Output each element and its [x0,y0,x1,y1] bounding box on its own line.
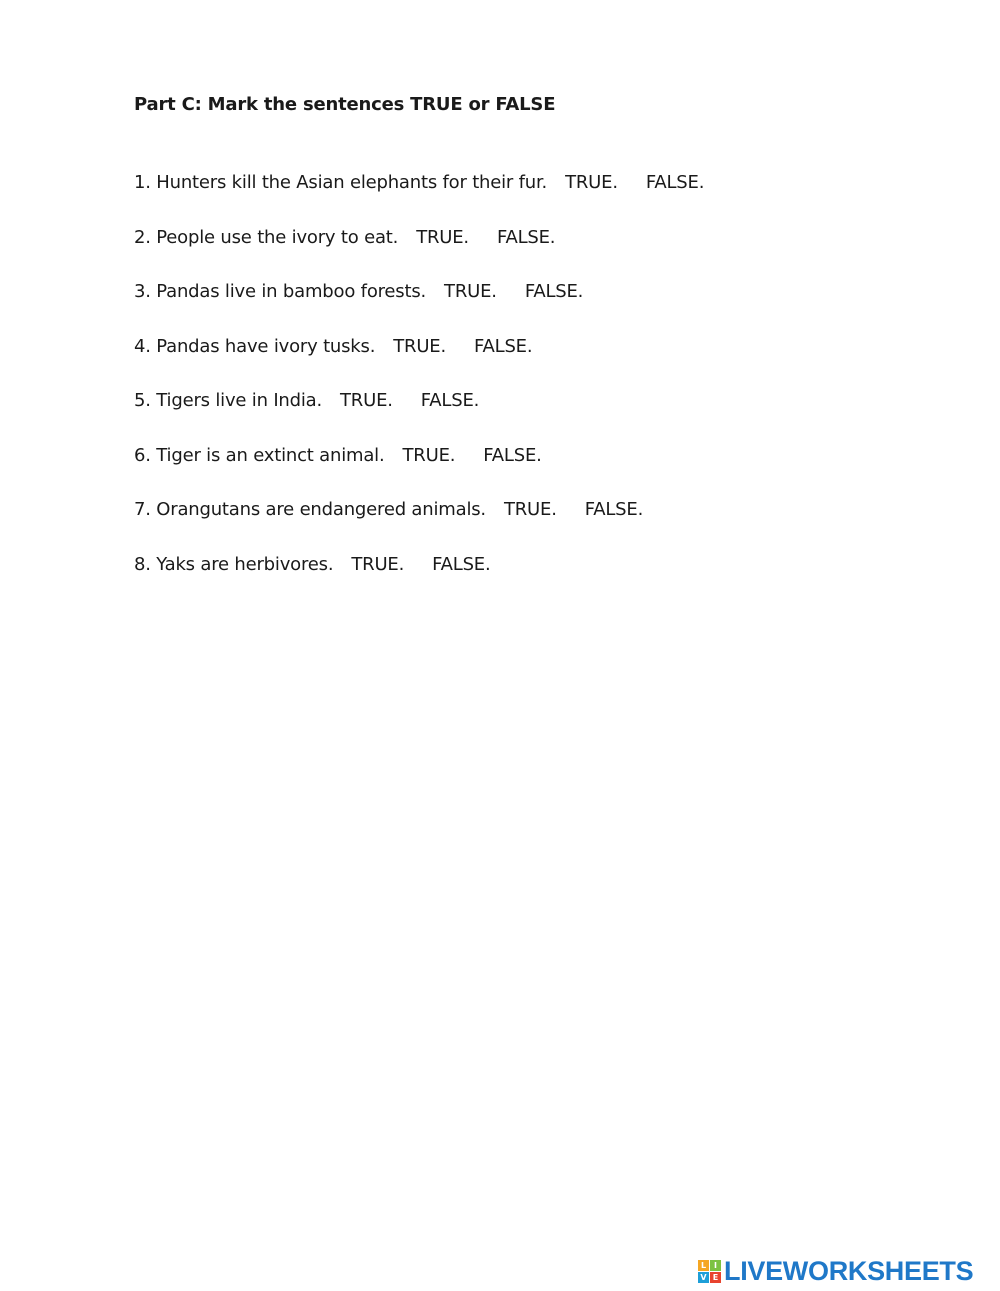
worksheet [134,92,914,575]
logo-block: L [698,1260,709,1271]
question-item [134,171,704,226]
worksheet-heading: Part C: Mark the sentences TRUE or FALSE [134,94,556,115]
logo-blocks-icon [698,1260,721,1283]
false-option[interactable]: FALSE. [432,553,491,575]
false-option[interactable]: FALSE. [474,335,533,357]
question-text: 8. Yaks are herbivores. [134,553,334,575]
question-item [134,280,704,335]
question-text: 6. Tiger is an extinct animal. [134,444,385,466]
true-option[interactable]: TRUE. [444,281,497,302]
false-option[interactable]: FALSE. [645,172,705,193]
question-item [134,335,704,390]
question-item [134,389,704,444]
false-option[interactable]: FALSE. [524,281,584,302]
logo-text: LIVEWORKSHEETS [724,1256,974,1286]
liveworksheets-logo [698,1256,973,1286]
question-item [134,553,704,608]
question-text: 4. Pandas have ivory tusks. [134,335,376,357]
question-list [134,171,704,607]
true-option[interactable]: TRUE. [565,172,618,193]
logo-block: E [710,1272,721,1283]
logo-block: I [710,1260,721,1271]
false-option[interactable]: FALSE. [584,499,644,520]
logo-block: V [698,1272,709,1283]
question-item [134,444,704,499]
true-option[interactable]: TRUE. [402,444,456,466]
true-option[interactable]: TRUE. [340,390,393,411]
true-option[interactable]: TRUE. [393,335,447,357]
false-option[interactable]: FALSE. [496,226,556,248]
question-text: 7. Orangutans are endangered animals. [134,499,486,520]
true-option[interactable]: TRUE. [351,553,405,575]
question-text: 3. Pandas live in bamboo forests. [134,281,427,302]
true-option[interactable]: TRUE. [416,226,469,248]
question-text: 2. People use the ivory to eat. [134,226,399,248]
true-option[interactable]: TRUE. [503,499,557,520]
question-item [134,226,704,281]
question-text: 1. Hunters kill the Asian elephants for their fur. [134,172,548,193]
question-item [134,498,704,553]
false-option[interactable]: FALSE. [483,444,542,466]
false-option[interactable]: FALSE. [420,390,480,411]
question-text: 5. Tigers live in India. [134,390,323,411]
